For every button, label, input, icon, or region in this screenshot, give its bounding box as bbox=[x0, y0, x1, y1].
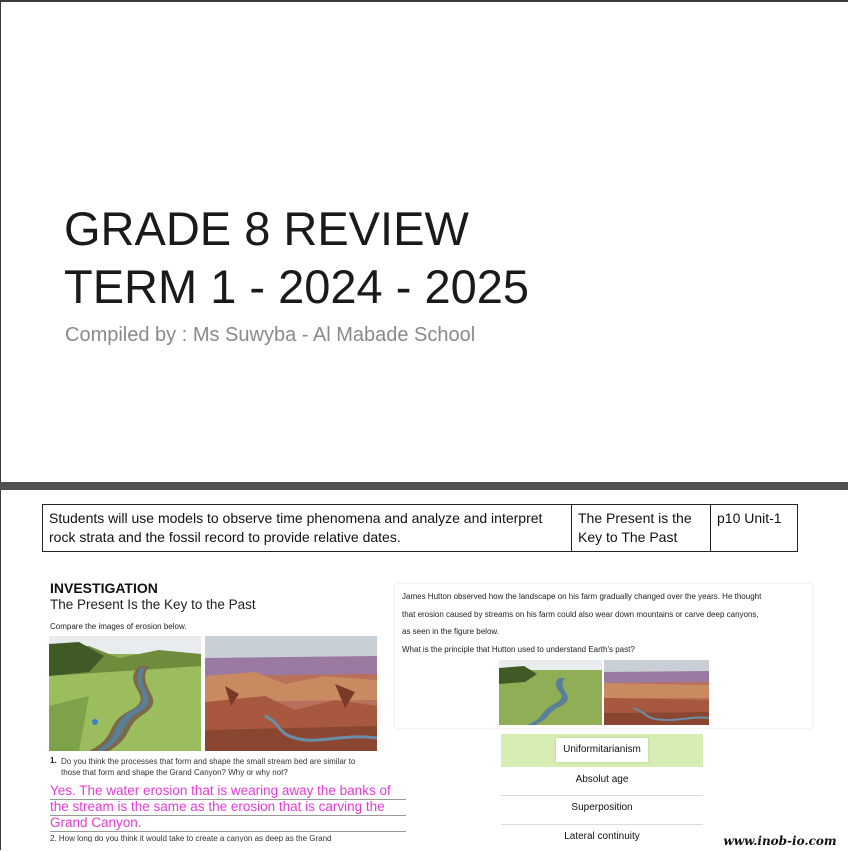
hutton-text bbox=[402, 588, 810, 658]
question2-text: 2. How long do you think it would take to create a canyon as deep as the Grand bbox=[50, 834, 332, 842]
hutton-line-3: as seen in the figure below. bbox=[402, 627, 499, 636]
slide-title-line2: TERM 1 - 2024 - 2025 bbox=[64, 260, 529, 313]
reference-cell: p10 Unit-1 bbox=[711, 505, 798, 552]
stream-bed-photo bbox=[49, 636, 201, 751]
option-uniformitarianism[interactable] bbox=[501, 734, 703, 767]
question1-text: Do you think the processes that form and shape the small stream bed are similar to those that form and shape the Grand Canyon? Why or why not? bbox=[61, 757, 356, 777]
option-lateral-continuity[interactable]: Lateral continuity bbox=[564, 831, 640, 842]
grand-canyon-photo bbox=[205, 636, 377, 751]
answer-line-1: Yes. The water erosion that is wearing away the banks of bbox=[50, 783, 406, 800]
hutton-line-2: that erosion caused by streams on his farm could also wear down mountains or carve deep canyons, bbox=[402, 609, 759, 619]
stream-bed-thumbnail bbox=[499, 660, 602, 725]
investigation-subtitle: The Present Is the Key to the Past bbox=[50, 597, 256, 612]
grand-canyon-thumbnail bbox=[604, 660, 709, 725]
slide-subtitle: Compiled by : Ms Suwyba - Al Mabade School bbox=[65, 324, 476, 346]
hutton-question: What is the principle that Hutton used to understand Earth's past? bbox=[402, 644, 635, 654]
watermark: www.inob-io.com bbox=[712, 833, 848, 850]
objective-cell: Students will use models to observe time phenomena and analyze and interpret rock strata and the fossil record to provide relative dates. bbox=[43, 505, 572, 552]
compare-instruction: Compare the images of erosion below. bbox=[50, 622, 187, 631]
objectives-table bbox=[42, 504, 798, 552]
option-superposition[interactable]: Superposition bbox=[571, 802, 633, 813]
hutton-line-1: James Hutton observed how the landscape on his farm gradually changed over the years. He thought bbox=[402, 592, 762, 601]
question1-number: 1. bbox=[50, 756, 57, 765]
option-label: Uniformitarianism bbox=[556, 738, 648, 762]
answer-line-3: Grand Canyon. bbox=[50, 815, 406, 832]
slide-separator bbox=[0, 482, 848, 490]
answer-line-2: the stream is the same as the erosion that is carving the bbox=[50, 799, 406, 816]
topic-cell: The Present is the Key to The Past bbox=[572, 505, 711, 552]
investigation-heading: INVESTIGATION bbox=[50, 580, 158, 596]
slide-title-line1: GRADE 8 REVIEW bbox=[64, 202, 469, 255]
option-absolut-age[interactable]: Absolut age bbox=[575, 774, 629, 785]
